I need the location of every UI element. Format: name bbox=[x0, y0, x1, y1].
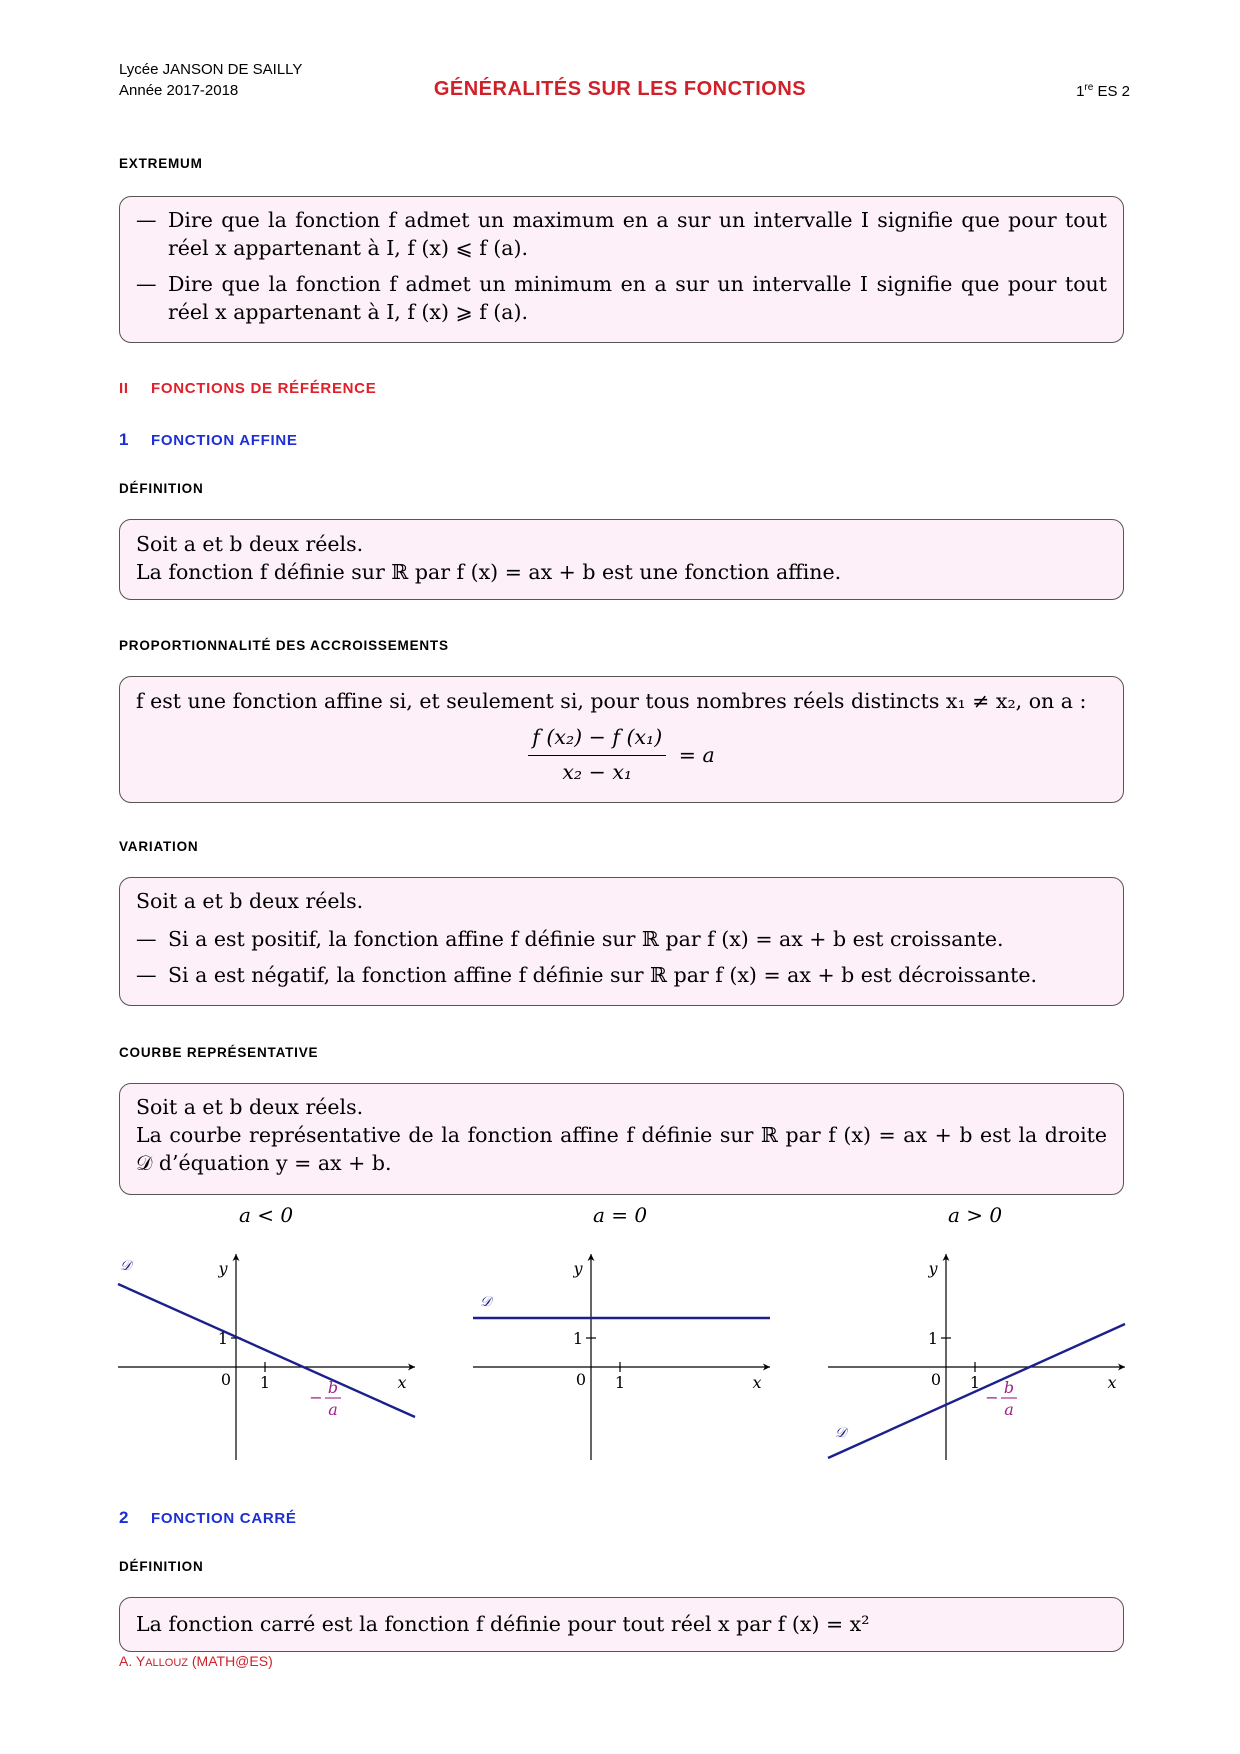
y-axis-label: y bbox=[928, 1259, 938, 1278]
x-axis-label: x bbox=[397, 1373, 407, 1392]
subsection-title-2: FONCTION CARRÉ bbox=[151, 1510, 297, 1527]
page-title: GÉNÉRALITÉS SUR LES FONCTIONS bbox=[433, 78, 807, 100]
footer-author bbox=[119, 1653, 273, 1669]
x-unit-label: 1 bbox=[614, 1373, 626, 1392]
y-axis-label: y bbox=[218, 1259, 228, 1278]
extremum-item-min: — Dire que la fonction f admet un minimum en a sur un intervalle I signifie que pour tout réel x appartenant à I, f (x) ⩾ f (a). bbox=[136, 270, 1107, 326]
variation-item-positive: — Si a est positif, la fonction affine f définie sur ℝ par f (x) = ax + b est croissante. bbox=[136, 925, 1107, 953]
section-number: II bbox=[119, 380, 129, 397]
y-axis-label: y bbox=[573, 1259, 583, 1278]
y-unit-label: 1 bbox=[927, 1329, 939, 1348]
extremum-box bbox=[119, 196, 1124, 343]
definition-label-2: DÉFINITION bbox=[119, 1559, 204, 1574]
variation-item-negative: — Si a est négatif, la fonction affine f définie sur ℝ par f (x) = ax + b est décroissante. bbox=[136, 961, 1107, 989]
graph-negative-slope bbox=[110, 1240, 430, 1465]
root-minus: − bbox=[985, 1388, 999, 1407]
x-axis-label: x bbox=[1107, 1373, 1117, 1392]
x-axis-label: x bbox=[752, 1373, 762, 1392]
footer-name: ALLOUZ bbox=[145, 1657, 188, 1669]
root-den: a bbox=[1004, 1400, 1014, 1419]
graph-title-positive: a > 0 bbox=[947, 1203, 1003, 1227]
subsection-title-1: FONCTION AFFINE bbox=[151, 432, 298, 449]
line-d-label: 𝒟 bbox=[480, 1294, 492, 1310]
proportionnalite-box bbox=[119, 676, 1124, 803]
line-d-label: 𝒟 bbox=[120, 1258, 132, 1274]
origin-label: 0 bbox=[930, 1370, 942, 1389]
extremum-label: EXTREMUM bbox=[119, 156, 203, 171]
school-year: Année 2017-2018 bbox=[119, 82, 239, 99]
definition-box-2 bbox=[119, 1597, 1124, 1652]
y-unit-label: 1 bbox=[217, 1329, 229, 1348]
graph-positive-slope bbox=[820, 1240, 1140, 1465]
subsection-heading-2 bbox=[119, 1508, 297, 1528]
origin-label: 0 bbox=[220, 1370, 232, 1389]
variation-intro: Soit a et b deux réels. bbox=[136, 889, 364, 913]
origin-label: 0 bbox=[575, 1370, 587, 1389]
courbe-line1: Soit a et b deux réels. bbox=[136, 1095, 364, 1119]
line-d bbox=[118, 1284, 415, 1417]
variation-box bbox=[119, 877, 1124, 1006]
variation-label: VARIATION bbox=[119, 839, 199, 854]
fraction bbox=[528, 723, 666, 786]
y-unit-label: 1 bbox=[572, 1329, 584, 1348]
courbe-label: COURBE REPRÉSENTATIVE bbox=[119, 1045, 319, 1060]
extremum-item-max: — Dire que la fonction f admet un maximum en a sur un intervalle I signifie que pour tout réel x appartenant à I, f (x) ⩽ f (a). bbox=[136, 206, 1107, 262]
class-sup: re bbox=[1084, 82, 1094, 93]
definition1-line2: La fonction f définie sur ℝ par f (x) = ax + b est une fonction affine. bbox=[136, 560, 842, 584]
graph-title-negative: a < 0 bbox=[238, 1203, 294, 1227]
courbe-box bbox=[119, 1083, 1124, 1195]
class-num: 1 bbox=[1076, 83, 1085, 100]
line-d-label: 𝒟 bbox=[835, 1425, 847, 1441]
fraction-denominator: x₂ − x₁ bbox=[562, 760, 633, 784]
footer-course: (MATH@ES) bbox=[188, 1653, 273, 1669]
definition1-line1: Soit a et b deux réels. bbox=[136, 532, 364, 556]
root-minus: − bbox=[309, 1388, 323, 1407]
section-heading bbox=[119, 380, 376, 397]
proportionnalite-text: f est une fonction affine si, et seulement si, pour tous nombres réels distincts x₁ ≠ x₂, on a : bbox=[136, 689, 1087, 713]
fraction-equation bbox=[136, 723, 1107, 786]
definition2-text: La fonction carré est la fonction f définie pour tout réel x par f (x) = x² bbox=[136, 1612, 870, 1636]
subsection-number-1: 1 bbox=[119, 430, 130, 449]
school-name: Lycée JANSON DE SAILLY bbox=[119, 61, 303, 78]
root-num: b bbox=[1003, 1378, 1015, 1397]
courbe-line2: La courbe représentative de la fonction affine f définie sur ℝ par f (x) = ax + b est la droite 𝒟 d’équation y = ax + b. bbox=[136, 1123, 1107, 1175]
root-num: b bbox=[327, 1378, 339, 1397]
footer-initial: A. Y bbox=[119, 1653, 146, 1669]
x-unit-label: 1 bbox=[259, 1373, 271, 1392]
root-den: a bbox=[328, 1400, 338, 1419]
graph-zero-slope bbox=[465, 1240, 785, 1465]
proportionnalite-label: PROPORTIONNALITÉ DES ACCROISSEMENTS bbox=[119, 638, 449, 653]
graph-title-zero: a = 0 bbox=[592, 1203, 648, 1227]
fraction-rhs: = a bbox=[678, 742, 715, 767]
fraction-numerator: f (x₂) − f (x₁) bbox=[528, 723, 666, 756]
x-unit-label: 1 bbox=[969, 1373, 981, 1392]
subsection-heading-1 bbox=[119, 430, 298, 450]
subsection-number-2: 2 bbox=[119, 1508, 130, 1527]
definition-box-1 bbox=[119, 519, 1124, 600]
root-label bbox=[309, 1378, 341, 1419]
class-rest: ES 2 bbox=[1093, 83, 1130, 100]
section-title: FONCTIONS DE RÉFÉRENCE bbox=[151, 380, 377, 397]
class-label bbox=[1076, 82, 1130, 100]
definition-label-1: DÉFINITION bbox=[119, 481, 204, 496]
